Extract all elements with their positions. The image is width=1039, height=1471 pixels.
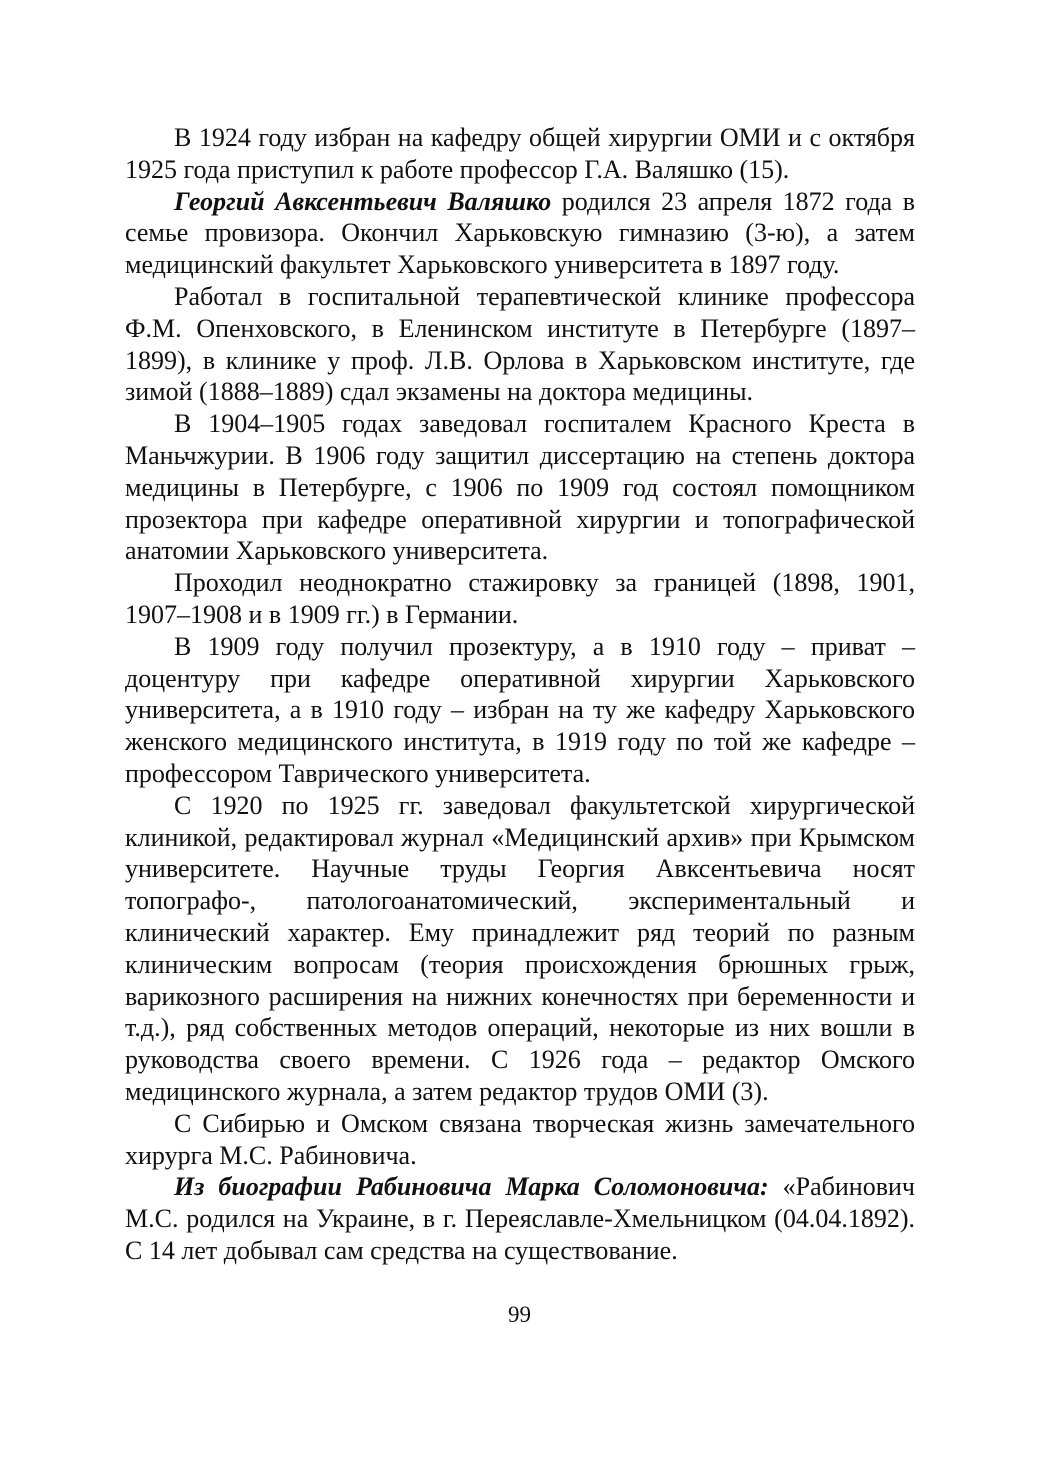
paragraph-7-text: С 1920 по 1925 гг. заведовал факультетской хирургической клиникой, редактировал журнал «Медицинский архив» при Крымском университете. Научные труды Георгия Авксентьевича носят топографо-, патологоанатомический, экспериментальный и клинический характер. Ему принадлежит ряд теорий по разным клиническим вопросам (теория происхождения брюшных грыж, варикозного расширения на нижних конечностях при беременности и т.д.), ряд собственных методов операций, некоторые из них вошли в руководства своего времени. С 1926 года – редактор Омского медицинского журнала, а затем редактор трудов ОМИ (3). xyxy=(125,790,915,1106)
paragraph-6 xyxy=(125,631,915,790)
paragraph-2-text: родился 23 апреля 1872 года в семье провизора. Окончил Харьковскую гимназию (3-ю), а затем медицинский факультет Харьковского университета в 1897 году. xyxy=(125,186,915,280)
paragraph-3-text: Работал в госпитальной терапевтической клинике профессора Ф.М. Опенховского, в Еленинском институте в Петербурге (1897–1899), в клинике у проф. Л.В. Орлова в Харьковском институте, где зимой (1888–1889) сдал экзамены на доктора медицины. xyxy=(125,281,915,407)
page-body xyxy=(125,122,915,1267)
person-name-valyashko: Георгий Авксентьевич Валяшко xyxy=(174,186,552,216)
paragraph-1-text: В 1924 году избран на кафедру общей хирургии ОМИ и с октября 1925 года приступил к работе профессор Г.А. Валяшко (15). xyxy=(125,123,915,184)
paragraph-8 xyxy=(125,1108,915,1172)
paragraph-4 xyxy=(125,408,915,567)
paragraph-9-text: «Рабинович М.С. родился на Украине, в г. Переяславле-Хмельницком (04.04.1892). С 14 лет добывал сам средства на существование. xyxy=(125,1172,915,1265)
paragraph-8-text: С Сибирью и Омском связана творческая жизнь замечательного хирурга М.С. Рабиновича. xyxy=(125,1108,915,1170)
biography-heading-rabinovich: Из биографии Рабиновича Марка Соломоновича: xyxy=(174,1172,769,1202)
page-number: 99 xyxy=(508,1302,531,1327)
paragraph-2 xyxy=(125,186,915,281)
paragraph-1 xyxy=(125,122,915,186)
paragraph-3 xyxy=(125,281,915,408)
paragraph-9 xyxy=(125,1171,915,1266)
paragraph-6-text: В 1909 году получил прозектуру, а в 1910 году – приват – доцентуру при кафедре оперативной хирургии Харьковского университета, а в 1910 году – избран на ту же кафедру Харьковского женского медицинского института, в 1919 году по той же кафедре – профессором Таврического университета. xyxy=(125,631,915,788)
paragraph-4-text: В 1904–1905 годах заведовал госпиталем Красного Креста в Маньчжурии. В 1906 году защитил диссертацию на степень доктора медицины в Петербурге, с 1906 по 1909 год состоял помощником прозектора при кафедре оперативной хирургии и топографической анатомии Харьковского университета. xyxy=(125,409,915,566)
paragraph-5-text: Проходил неоднократно стажировку за границей (1898, 1901, 1907–1908 и в 1909 гг.) в Германии. xyxy=(125,568,915,629)
paragraph-5 xyxy=(125,567,915,631)
paragraph-7 xyxy=(125,790,915,1108)
